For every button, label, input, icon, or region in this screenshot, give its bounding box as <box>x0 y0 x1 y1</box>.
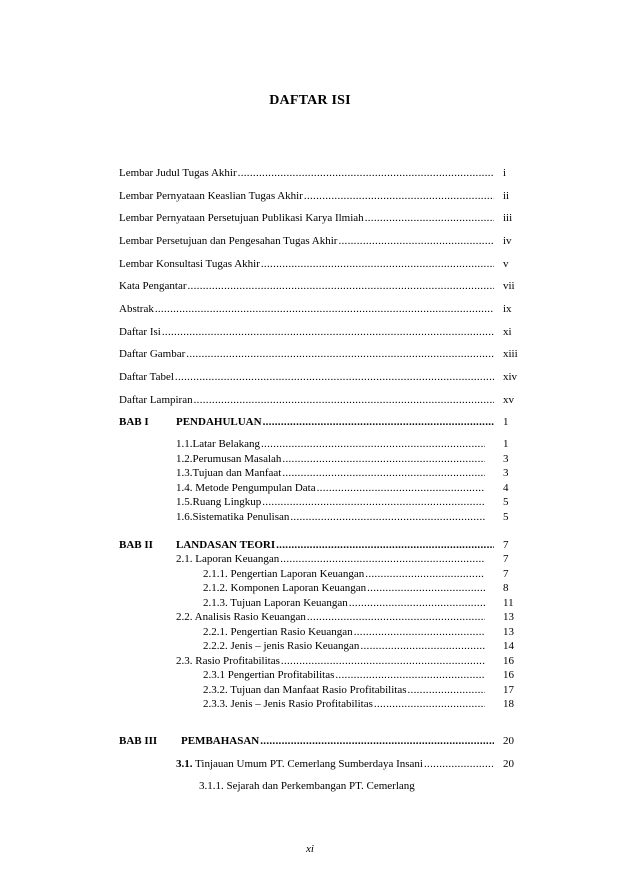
page-number-footer: xi <box>306 843 314 855</box>
toc-entry[interactable]: 3.1. Tinjauan Umum PT. Cemerlang Sumberdaya Insani ..... <box>176 757 494 771</box>
toc-entry[interactable]: 2.2.1. Pengertian Rasio Keuangan ..... <box>203 625 486 639</box>
toc-page: 11 <box>503 597 514 609</box>
toc-page: 3 <box>503 467 509 479</box>
toc-entry[interactable]: 2.2. Analisis Rasio Keuangan ..... <box>176 610 486 624</box>
chapter-number: BAB II <box>119 539 153 551</box>
toc-page: vii <box>503 280 515 292</box>
toc-entry[interactable]: 1.2.Perumusan Masalah ..... <box>176 452 486 466</box>
toc-page: 17 <box>503 684 514 696</box>
toc-page: 20 <box>503 735 514 747</box>
toc-entry[interactable]: Kata Pengantar ..... <box>119 279 495 293</box>
toc-page: 16 <box>503 669 514 681</box>
toc-page: xv <box>503 394 514 406</box>
chapter-title[interactable]: LANDASAN TEORI ..... <box>176 538 495 552</box>
toc-page: 18 <box>503 698 514 710</box>
toc-page: v <box>503 258 509 270</box>
toc-page: 3 <box>503 453 509 465</box>
toc-page: 13 <box>503 611 514 623</box>
toc-entry[interactable]: Lembar Judul Tugas Akhir ..... <box>119 166 495 180</box>
chapter-number: BAB III <box>119 735 158 747</box>
toc-page: iii <box>503 212 513 224</box>
toc-entry[interactable]: 1.1.Latar Belakang ..... <box>176 437 486 451</box>
toc-page: 1 <box>503 416 509 428</box>
toc-page: 16 <box>503 655 514 667</box>
toc-entry[interactable]: 2.3.2. Tujuan dan Manfaat Rasio Profitabilitas ..... <box>203 683 486 697</box>
toc-entry[interactable]: Daftar Lampiran ..... <box>119 393 495 407</box>
toc-entry[interactable]: Lembar Konsultasi Tugas Akhir ..... <box>119 257 495 271</box>
toc-page: 8 <box>503 582 509 594</box>
toc-entry[interactable]: Lembar Pernyataan Keaslian Tugas Akhir ..... <box>119 189 495 203</box>
toc-entry[interactable]: 2.3.1 Pengertian Profitabilitas ..... <box>203 668 486 682</box>
toc-entry[interactable]: 2.2.2. Jenis – jenis Rasio Keuangan ..... <box>203 639 486 653</box>
toc-entry[interactable]: 2.1.3. Tujuan Laporan Keuangan ..... <box>203 596 486 610</box>
toc-entry[interactable]: 2.3. Rasio Profitabilitas ..... <box>176 654 486 668</box>
toc-entry[interactable]: 1.4. Metode Pengumpulan Data ..... <box>176 481 486 495</box>
toc-entry[interactable]: 1.3.Tujuan dan Manfaat ..... <box>176 466 486 480</box>
chapter-title[interactable]: PENDAHULUAN ..... <box>176 415 495 429</box>
page-title: DAFTAR ISI <box>269 93 351 108</box>
toc-entry[interactable]: Lembar Pernyataan Persetujuan Publikasi Karya Ilmiah ..... <box>119 211 495 225</box>
toc-entry[interactable]: Daftar Tabel ..... <box>119 370 495 384</box>
toc-page: 14 <box>503 640 514 652</box>
toc-entry[interactable]: Daftar Gambar ..... <box>119 347 495 361</box>
toc-entry[interactable]: Abstrak ..... <box>119 302 495 316</box>
toc-page: ix <box>503 303 512 315</box>
toc-entry[interactable]: 1.5.Ruang Lingkup ..... <box>176 495 486 509</box>
toc-page: ii <box>503 190 510 202</box>
toc-page: 4 <box>503 482 509 494</box>
toc-entry[interactable]: 1.6.Sistematika Penulisan ..... <box>176 510 486 524</box>
toc-entry[interactable]: 2.1. Laporan Keuangan ..... <box>176 552 486 566</box>
chapter-title[interactable]: PEMBAHASAN ..... <box>181 734 495 748</box>
toc-entry[interactable]: Lembar Persetujuan dan Pengesahan Tugas Akhir ..... <box>119 234 495 248</box>
toc-page: 5 <box>503 496 509 508</box>
toc-entry[interactable]: 2.1.1. Pengertian Laporan Keuangan ..... <box>203 567 486 581</box>
toc-page: iv <box>503 235 512 247</box>
toc-page: i <box>503 167 507 179</box>
toc-entry[interactable]: 2.3.3. Jenis – Jenis Rasio Profitabilitas ..... <box>203 697 486 711</box>
toc-page: 20 <box>503 758 514 770</box>
toc-page: 7 <box>503 568 509 580</box>
toc-page: xiv <box>503 371 518 383</box>
toc-page: 1 <box>503 438 509 450</box>
toc-entry[interactable]: 3.1.1. Sejarah dan Perkembangan PT. Cemerlang <box>199 780 415 792</box>
toc-entry[interactable]: Daftar Isi ..... <box>119 325 495 339</box>
toc-entry[interactable]: 2.1.2. Komponen Laporan Keuangan ..... <box>203 581 486 595</box>
chapter-number: BAB I <box>119 416 149 428</box>
toc-page: 5 <box>503 511 509 523</box>
toc-page: 13 <box>503 626 514 638</box>
toc-page: xiii <box>503 348 518 360</box>
toc-page: 7 <box>503 539 509 551</box>
toc-page: 7 <box>503 553 509 565</box>
toc-page: xi <box>503 326 512 338</box>
